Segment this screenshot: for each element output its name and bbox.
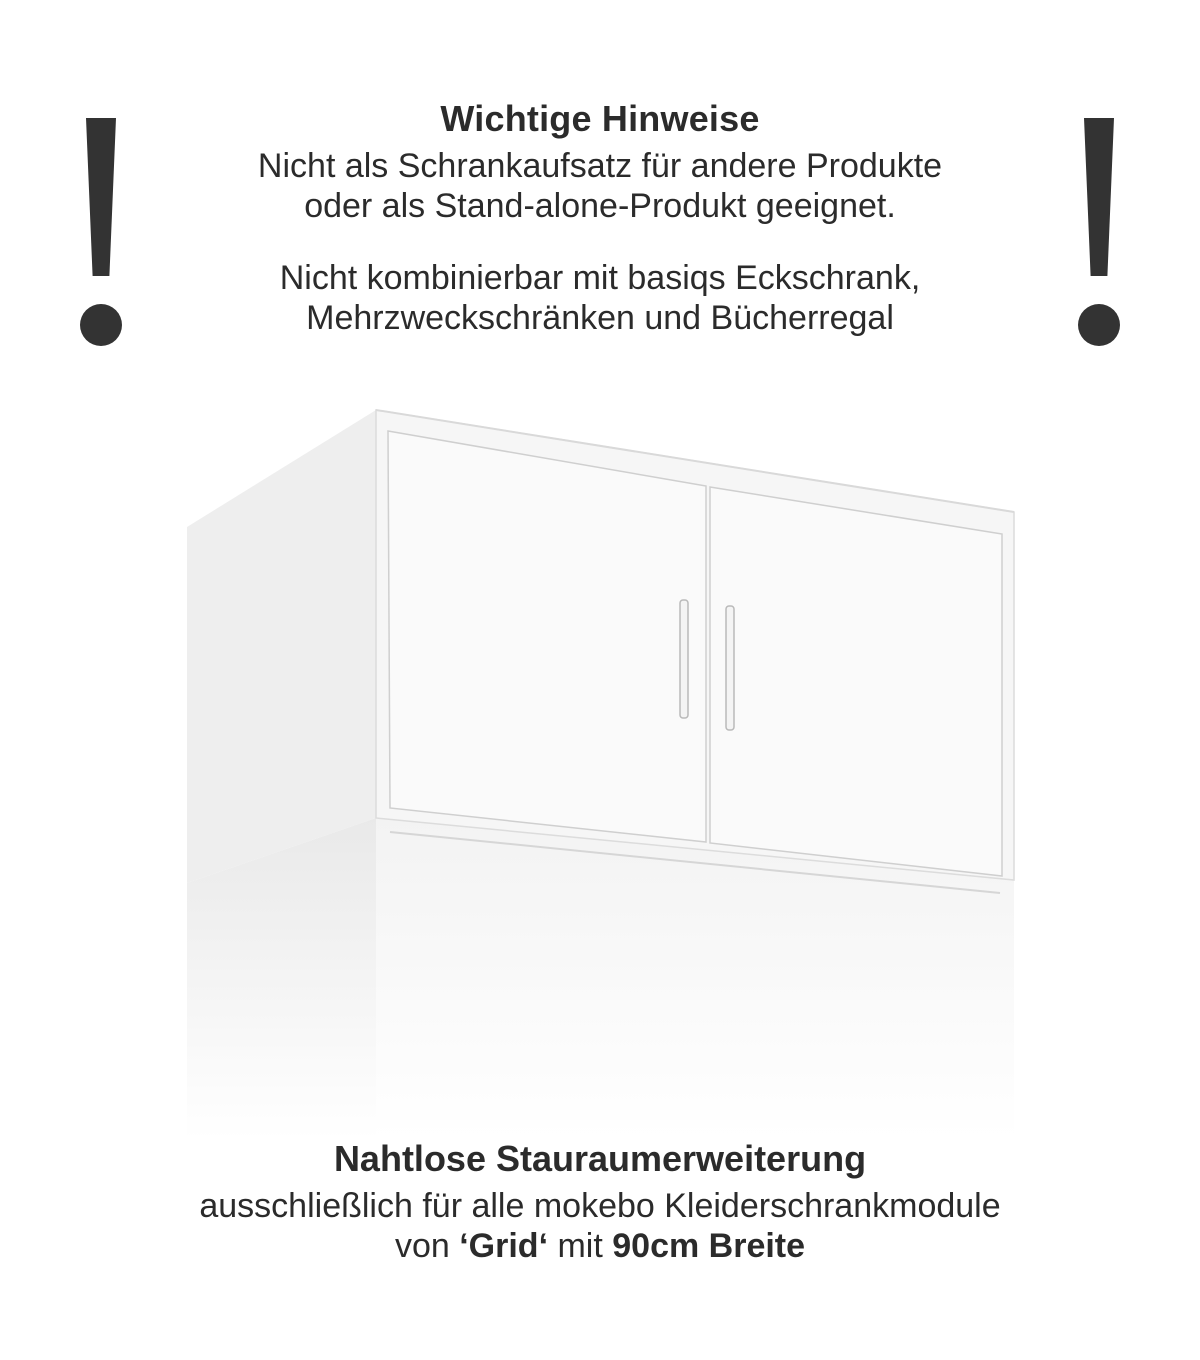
feature-line: ausschließlich für alle mokebo Kleiderschrankmodule [199,1187,1001,1225]
feature-title: Nahtlose Stauraumerweiterung [333,1138,867,1179]
notice-paragraph-2 [0,258,1200,338]
notice-line: oder als Stand-alone-Produkt geeignet. [304,187,896,225]
notice-paragraph-1 [0,146,1200,226]
door-right [710,487,1002,876]
handle-left [680,600,688,718]
feature-width: 90cm Breite [612,1227,806,1265]
notice-line: Mehrzweckschränken und Bücherregal [306,299,894,337]
feature-description [0,1186,1200,1266]
feature-prefix: von [394,1227,460,1265]
notice-line: Nicht als Schrankaufsatz für andere Produkte [257,147,943,185]
door-left [388,431,706,842]
handle-right [726,606,734,730]
cabinet-image [0,400,1200,1160]
feature-mid: mit [548,1227,613,1265]
cabinet-side [187,410,376,883]
feature-series: ‘Grid‘ [459,1227,549,1265]
notice-line: Nicht kombinierbar mit basiqs Eckschrank, [279,259,921,297]
notice-title: Wichtige Hinweise [440,98,760,139]
feature-line-2 [0,1226,1200,1266]
